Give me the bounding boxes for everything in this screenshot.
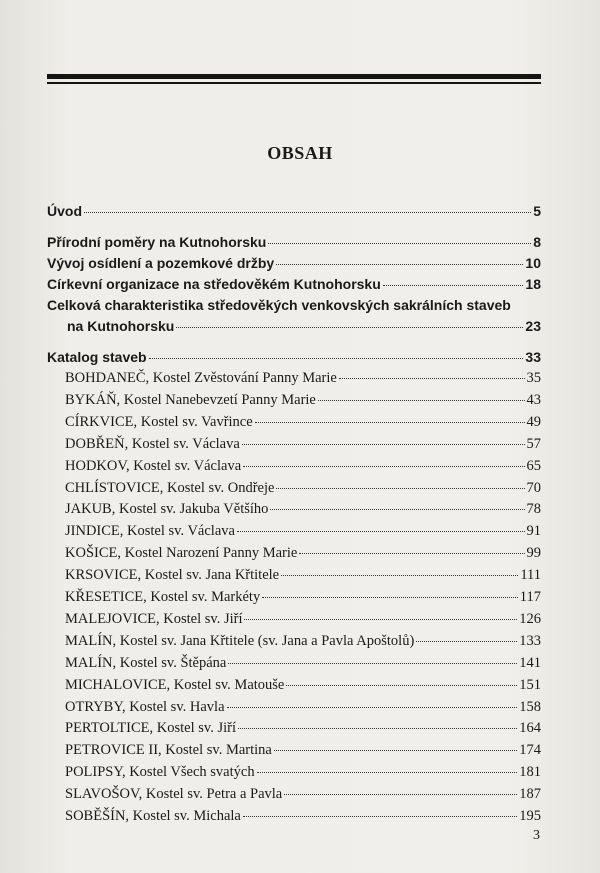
dot-leader <box>339 378 525 379</box>
catalog-item[interactable] <box>47 367 541 389</box>
catalog-item-page: 91 <box>526 523 541 540</box>
toc-entry-label: Katalog staveb <box>47 349 147 365</box>
catalog-item[interactable] <box>47 564 541 586</box>
toc-entry-label: Přírodní poměry na Kutnohorsku <box>47 234 267 250</box>
dot-leader <box>281 575 518 576</box>
catalog-item[interactable] <box>47 477 541 499</box>
header-rule-thin <box>47 82 541 84</box>
catalog-item-page: 174 <box>519 742 541 759</box>
catalog-item-label: KOŠICE, Kostel Narození Panny Marie <box>65 545 298 562</box>
catalog-item-label: MALÍN, Kostel sv. Jana Křtitele (sv. Jana a Pavla Apoštolů) <box>65 632 415 649</box>
catalog-item-label: MICHALOVICE, Kostel sv. Matouše <box>65 676 285 693</box>
catalog-item-label: SOBĚŠÍN, Kostel sv. Michala <box>65 808 241 824</box>
catalog-item[interactable] <box>47 520 541 542</box>
dot-leader <box>244 619 517 620</box>
dot-leader <box>227 707 518 708</box>
dot-leader <box>255 422 525 423</box>
catalog-item-label: JINDICE, Kostel sv. Václava <box>65 523 235 540</box>
toc-entry-celkova-charakteristika-cont[interactable] <box>47 315 541 337</box>
catalog-item-label: SLAVOŠOV, Kostel sv. Petra a Pavla <box>65 786 283 803</box>
toc-entry-label: Církevní organizace na středověkém Kutnohorsku <box>47 276 381 292</box>
catalog-item-label: HODKOV, Kostel sv. Václava <box>65 457 242 474</box>
catalog-item-page: 117 <box>519 589 541 605</box>
dot-leader <box>286 685 517 686</box>
catalog-item-label: PETROVICE II, Kostel sv. Martina <box>65 742 272 759</box>
dot-leader <box>274 750 517 751</box>
catalog-item[interactable] <box>47 674 541 696</box>
dot-leader <box>276 488 524 489</box>
catalog-item-page: 151 <box>519 676 541 693</box>
catalog-item[interactable] <box>47 761 541 783</box>
catalog-item[interactable] <box>47 783 541 805</box>
catalog-item-page: 35 <box>526 370 541 386</box>
catalog-item[interactable] <box>47 498 541 520</box>
dot-leader <box>84 212 531 213</box>
toc-entry-page: 33 <box>525 349 541 365</box>
toc-entry-page: 18 <box>525 276 541 292</box>
catalog-item-page: 49 <box>526 413 541 430</box>
dot-leader <box>262 597 518 598</box>
dot-leader <box>270 509 524 510</box>
toc-entry-page: 10 <box>525 255 541 271</box>
page-number: 3 <box>533 828 540 843</box>
catalog-item[interactable] <box>47 652 541 674</box>
dot-leader <box>383 285 524 286</box>
toc-entry-celkova-charakteristika[interactable] <box>47 294 541 316</box>
catalog-item[interactable] <box>47 542 541 564</box>
dot-leader <box>318 400 525 401</box>
catalog-item-page: 43 <box>526 391 541 408</box>
toc-entry-katalog-staveb[interactable] <box>47 346 541 368</box>
dot-leader <box>237 531 525 532</box>
catalog-item-page: 126 <box>519 610 541 627</box>
toc-entry-label-line2: na Kutnohorsku <box>67 318 175 334</box>
catalog-item-label: POLIPSY, Kostel Všech svatých <box>65 764 255 781</box>
catalog-item-page: 78 <box>526 501 541 518</box>
catalog-item[interactable] <box>47 389 541 411</box>
catalog-item-page: 133 <box>519 632 541 649</box>
catalog-item[interactable] <box>47 608 541 630</box>
dot-leader <box>243 816 517 817</box>
dot-leader <box>284 794 517 795</box>
toc-entry-label: Úvod <box>47 203 82 219</box>
catalog-item[interactable] <box>47 717 541 739</box>
catalog-item[interactable] <box>47 696 541 718</box>
catalog-item[interactable] <box>47 586 541 608</box>
catalog-item-page: 111 <box>520 567 541 584</box>
catalog-item-label: PERTOLTICE, Kostel sv. Jiří <box>65 720 236 737</box>
catalog-item-label: CHLÍSTOVICE, Kostel sv. Ondřeje <box>65 479 275 496</box>
catalog-item-page: 57 <box>526 435 541 452</box>
catalog-item-page: 181 <box>519 764 541 781</box>
dot-leader <box>257 772 518 773</box>
dot-leader <box>416 641 517 642</box>
dot-leader <box>228 663 517 664</box>
catalog-item-label: CÍRKVICE, Kostel sv. Vavřince <box>65 413 253 430</box>
dot-leader <box>176 327 523 328</box>
dot-leader <box>243 466 524 467</box>
catalog-item[interactable] <box>47 411 541 433</box>
dot-leader <box>268 243 531 244</box>
catalog-item-page: 141 <box>519 654 541 671</box>
dot-leader <box>149 358 524 359</box>
catalog-item-label: DOBŘEŇ, Kostel sv. Václava <box>65 435 240 452</box>
catalog-item-page: 195 <box>519 808 541 824</box>
toc-entry-uvod[interactable] <box>47 200 541 222</box>
catalog-item-label: KŘESETICE, Kostel sv. Markéty <box>65 589 261 605</box>
dot-leader <box>238 728 517 729</box>
toc-entry-page: 5 <box>533 203 541 219</box>
catalog-item-page: 70 <box>526 479 541 496</box>
toc-entry-cirkevni-organizace[interactable] <box>47 273 541 295</box>
toc-entry-page: 8 <box>533 234 541 250</box>
catalog-item-label: BYKÁŇ, Kostel Nanebevzetí Panny Marie <box>65 391 316 408</box>
dot-leader <box>276 264 523 265</box>
catalog-item-label: OTRYBY, Kostel sv. Havla <box>65 698 225 715</box>
catalog-item-label: JAKUB, Kostel sv. Jakuba Většího <box>65 501 269 518</box>
dot-leader <box>242 444 525 445</box>
catalog-item[interactable] <box>47 805 541 827</box>
catalog-item-page: 158 <box>519 698 541 715</box>
page-title: OBSAH <box>267 143 333 163</box>
catalog-item[interactable] <box>47 433 541 455</box>
catalog-item-label: MALÍN, Kostel sv. Štěpána <box>65 654 227 671</box>
catalog-item-page: 99 <box>526 545 541 562</box>
toc-entry-prirodni-pomery[interactable] <box>47 231 541 253</box>
catalog-item-label: MALEJOVICE, Kostel sv. Jiří <box>65 610 243 627</box>
catalog-item-label: BOHDANEČ, Kostel Zvěstování Panny Marie <box>65 370 337 386</box>
catalog-item-label: KRSOVICE, Kostel sv. Jana Křtitele <box>65 567 280 584</box>
header-rule-thick <box>47 74 541 79</box>
toc-entry-label: Vývoj osídlení a pozemkové držby <box>47 255 275 271</box>
catalog-item-page: 187 <box>519 786 541 803</box>
toc-entry-label-line1: Celková charakteristika středověkých venkovských sakrálních staveb <box>47 297 511 313</box>
catalog-item-page: 65 <box>526 457 541 474</box>
catalog-item-page: 164 <box>519 720 541 737</box>
toc-entry-vyvoj-osidleni[interactable] <box>47 252 541 274</box>
catalog-item[interactable] <box>47 739 541 761</box>
catalog-item[interactable] <box>47 455 541 477</box>
toc-entry-page: 23 <box>525 318 541 334</box>
catalog-item[interactable] <box>47 630 541 652</box>
dot-leader <box>299 553 524 554</box>
